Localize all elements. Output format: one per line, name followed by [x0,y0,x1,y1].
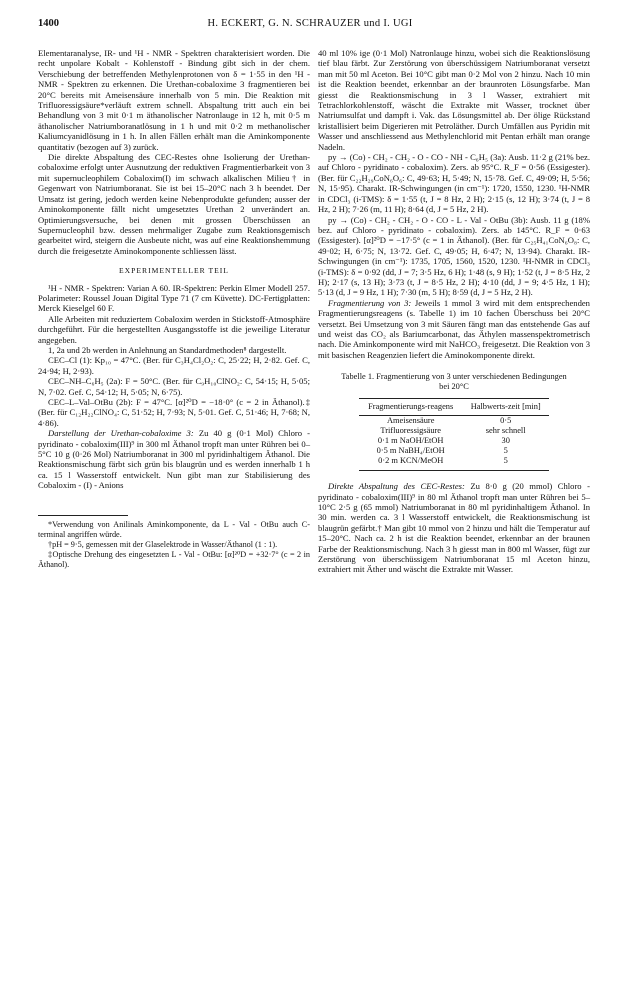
experimental-paragraph: Alle Arbeiten mit reduziertem Cobaloxim werden in Stickstoff-Atmosphäre durchgeführt. Für die hergestellten Ausgangsstoffe ist die jeweilige Literatur angegeben. [38,313,310,345]
subsection-label: Fragmentierung von 3: [328,297,412,308]
table-cell-value: 5 [503,446,508,456]
table-cell-reagent: 0·2 m KCN/MeOH [378,456,444,466]
body-paragraph: Elementaranalyse, IR- und ¹H - NMR - Spektren charakterisiert worden. Die recht unpolare Kobalt - Kohlenstoff - Bindung gibt sich in der chem. Verschiebung der betreffenden Methylenprotonen von δ = 1·55 in den ¹H - NMR - Spektren zu erkennen. Die Urethan-cobaloxime 3 fragmentieren bei 20°C bereits mit Ameisensäure innerhalb von 5 min. Die Reaktion mit Trifluoressigsäure*verläuft extrem schnell. Abspaltung tritt auch ein bei Behandlung von 3 mit 0·1 m äthanolischer Natronlauge in 12 h, mit 0·5 m äthanolischer Natriumboranatlösung in 1 h und mit 0·2 m methanolischer Kaliumcyanidlösung in 1 h. In allen Fällen erhält man die Aminkomponente quantitativ (bezogen auf 3) zurück. [38,48,310,152]
footnote: †pH = 9·5, gemessen mit der Glaselektrode in Wasser/Äthanol (1 : 1). [48,539,278,549]
table-header-row [359,399,549,416]
running-header [38,18,582,34]
table-header-reagent: Fragmentierungs-reagens [368,402,454,412]
page-number: 1400 [38,18,59,29]
footnote-divider [38,515,128,516]
table-cell-reagent: 0·5 m NaBH₄/EtOH [376,446,445,456]
table-cell-value: 0·5 [500,416,512,426]
running-title: H. ECKERT, G. N. SCHRAUZER und I. UGI [207,18,413,29]
experimental-paragraph [318,298,590,360]
table-row [359,426,549,436]
table-row [359,416,549,427]
table-caption: Tabelle 1. Fragmentierung von 3 unter verschiedenen Bedingungen bei 20°C [341,372,567,392]
subsection-text: Zu 40 g (0·1 Mol) Chloro - pyridinato - cobaloxim(III)⁹ in 300 ml Äthanol tropft man unter Rühren bei 0–5°C 10 g (0·26 Mol) Natriumboranat in 300 ml pyridinhaltigem Äthanol. Die Reaktionsmischung färbt sich grün bis blaugrün und es werden innerhalb 1 h ca. 15 l Wasserstoff entwickelt. Nun gibt man zur Stabilisierung des Cobaloxim - (I) - Anions [38,428,311,491]
section-title: EXPERIMENTELLER TEIL [119,266,229,276]
experimental-paragraph [318,481,590,575]
body-paragraph: Die direkte Abspaltung des CEC-Restes ohne Isolierung der Urethan-cobaloxime erfolgt unter Ausnutzung der reduktiven Fragmentierbarkeit von 3 mit supernucleophilem Cobaloxim(I) im schwach alkalischen Milieu† in Gegenwart von Natriumboranat. Sie ist bei 15–20°C nach 3 h beendet. Der Umsatz ist gering, jedoch werden keine Nebenprodukte gefunden; ausser der Aminokomponente fällt nicht umgesetztes Urethan 2 unverändert an. Optimierungsversuche, bei denen mit grossen Überschüssen an Supernucleophil bzw. dessen mehrmaliger Zugabe zum Reaktionsgemisch gearbeitet wird, steigern die Ausbeute nicht, was auf eine Reaktionshemmung durch die freigesetzte Aminokomponente schliessen lässt. [38,152,310,256]
subsection-text: Jeweils 1 mmol 3 wird mit dem entsprechenden Fragmentierungsreagens (s. Tabelle 1) im 10 fachen Überschuss bei 20°C versetzt. Bei Umsetzung von 3 mit Säuren fängt man das entstehende Gas auf und weist das CO₂ als Bariumcarbonat, das Äthylen massenspektrometrisch nach. Die Aminkomponente wird mit NaHCO₃ freigesetzt. Die Reaktion von 3 mit basischen Reagenzien liefert die Aminokomponente direkt. [318,297,590,360]
table-cell-value: 5 [503,456,508,466]
left-column [38,48,310,570]
table-cell-value: 30 [501,436,510,446]
subsection-label: Direkte Abspaltung des CEC-Restes: [328,481,465,492]
experimental-paragraph: CEC–NH–C₆H₅ (2a): F = 50°C. (Ber. für C₉H₁₀ClNO₂: C, 54·15; H, 5·05; N, 7·02. Gef. C, 54·12; H, 5·05; N, 6·75). [38,376,310,397]
table-cell-reagent: 0·1 m NaOH/EtOH [377,436,444,446]
experimental-paragraph: 1, 2a und 2b werden in Anlehnung an Standardmethoden⁸ dargestellt. [48,344,287,355]
subsection-text: Zu 8·0 g (20 mmol) Chloro - pyridinato - cobaloxim(III)⁹ in 80 ml Äthanol tropft man unter Rühren bei 5–10°C 2·5 g (65 mmol) Natriumboranat in 80 ml pyridinhaltigem Äthanol. In 30 min. werden ca. 3 l Wasserstoff entwickelt, die Reaktionsmischung ist blaugrün gefärbt.† Man gibt 10 mmol von 2 hinzu und hält die Temperatur auf 15–20°C. Nach ca. 2 h ist die Reaktion beendet, erkennbar an der braunen Farbe der Reaktionsmischung. Nach 3 h giesst man in 800 ml Wasser, fügt zur Zerstörung von überschüssigem Natriumboranat 15 ml Aceton hinzu, extrahiert mit Äther und wäscht die Extrakte mit Wasser. [318,481,590,575]
footnote: *Verwendung von Anilinals Aminkomponente, da L - Val - OtBu auch C-terminal angriffen würde. [38,519,310,539]
body-paragraph: 40 ml 10% ige (0·1 Mol) Natronlauge hinzu, wobei sich die Reaktionslösung tief blau färbt. Zur Zerstörung von überschüssigem Natriumboranat versetzt man mit 50 ml Aceton. Bei 10°C gibt man 0·2 Mol von 2 hinzu. Nach 10 min ist die Reaktion beendet, erkennbar an der braunroten Lösungsfarbe. Man giesst die Reaktionsmischung in 3 l Wasser, extrahiert mit Tetrachlorkohlenstoff, wäscht die Extrakte mit Wasser, trocknet über Natriumsulfat und dampft i. Vak. das Lösungsmittel ab. Der ölige Rückstand kristallisiert beim Digerieren mit Petroläther. Durch Umfällen aus Pyridin mit Wasser und anschliessend aus Methylenchlorid mit Pentan erhält man orange Nadeln. [318,48,590,152]
table-header-halftime: Halbwerts-zeit [min] [470,402,541,412]
table-cell-reagent: Ameisensäure [386,416,435,426]
right-column [318,48,590,575]
fragmentation-table [359,398,549,471]
experimental-paragraph: CEC–Cl (1): Kp₁₀ = 47°C. (Ber. für C₃H₄Cl₂O₂: C, 25·22; H, 2·82. Gef. C, 24·94; H, 2·93). [38,355,310,376]
table-row [359,446,549,456]
table-row [359,456,549,471]
subsection-label: Darstellung der Urethan-cobaloxime 3: [48,428,194,439]
table-row [359,436,549,446]
footnote: ‡Optische Drehung des eingesetzten L - Val - OtBu: [α]²⁰D = +32·7° (c = 2 in Äthanol). [38,549,310,569]
table-cell-reagent: Trifluoressigsäure [380,426,442,436]
compound-paragraph: py → (Co) - CH₂ - CH₂ - O - CO - L - Val - OtBu (3b): Ausb. 11 g (18% bez. auf Chloro - pyridinato - cobaloxim). Zers. ab 145°C. R_F = 0·63 (Essigester). [α]²⁰D = −17·5° (c = 1 in Äthanol). (Ber. für C₂₅H₄₁CoN₆O₈: C, 49·02; H, 6·75; N, 13·72. Gef. C, 49·05; H, 6·47; N, 13·94). Charakt. IR-Schwingungen (in cm⁻¹): 1735, 1705, 1560, 1520, 1230. ¹H-NMR in CDCl₃ (i-TMS): δ = 0·92 (dd, J = 7; 3·5 Hz, 6 H); 1·48 (s, 9 H); 1·52 (t, J = 8·5 Hz, 2 H); 2·17 (s, 13 H); 3·73 (t, J = 8·5 Hz, 2 H); 4·10 (dd, J = 9; 4·5 Hz, 1 H); 5·13 (d, J = 9 Hz, 1 H); 7·30 (m, 5 H); 8·59 (d, J = 5 Hz, 2 H). [318,214,590,298]
compound-paragraph: py → (Co) - CH₂ - CH₂ - O - CO - NH - C₆H₅ (3a): Ausb. 11·2 g (21% bez. auf Chloro - pyridinato - cobaloxim). Zers. ab 95°C. R_F = 0·56 (Essigester). (Ber. für C₂₂H₂₉CoN₆O₆: C, 49·63; H, 5·49; N, 15·78. Gef. C, 49·09; H, 5·56; N, 15·95). Charakt. IR-Schwingungen (in cm⁻¹): 1720, 1550, 1230. ¹H-NMR in CDCl₃ (i-TMS): δ = 1·55 (t, J = 8 Hz, 2 H); 2·15 (s, 12 H); 3·74 (t, J = 8 Hz, 2 H); 7·26 (m, 11 H); 8·64 (d, J = 5 Hz, 2 H). [318,152,590,215]
experimental-paragraph: CEC–L–Val–OtBu (2b): F = 47°C. [α]²⁰D = −18·0° (c = 2 in Äthanol).‡ (Ber. für C₁₂H₂₂ClNO₄: C, 51·52; H, 7·93; N, 5·01. Gef. C, 51·46; H, 7·68; N, 4·86). [38,397,310,428]
experimental-paragraph [38,428,310,490]
experimental-paragraph: ¹H - NMR - Spektren: Varian A 60. IR-Spektren: Perkin Elmer Modell 257. Polarimeter: Roussel Jouan Digital Type 71 (7 cm Küvette). DC-Fertigplatten: Merck Kieselgel 60 F. [38,282,310,314]
table-cell-value: sehr schnell [485,426,526,436]
